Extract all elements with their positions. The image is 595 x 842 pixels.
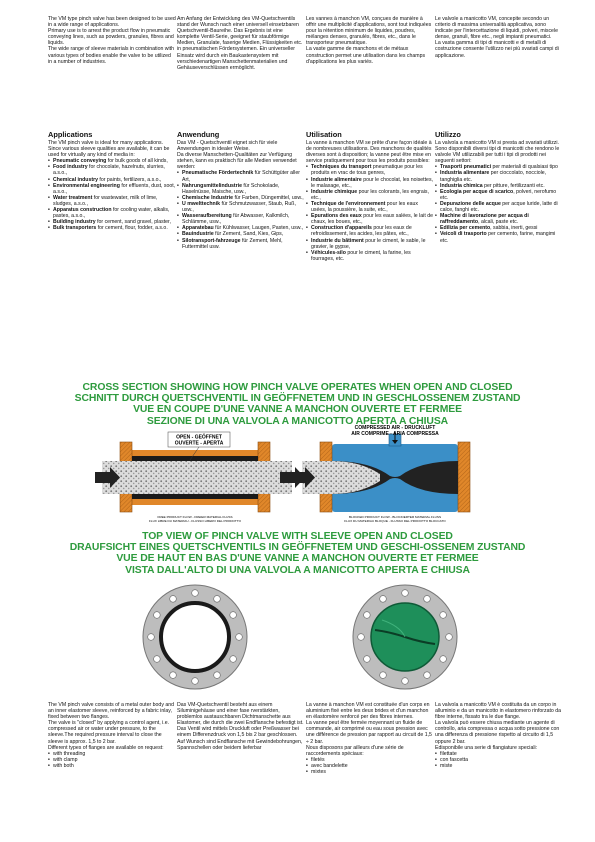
open-caption-line2: FLUX LIBRE DU MATERIAU - FLUSSO LIBERO DEL PRODOTTO bbox=[148, 519, 242, 523]
intro-fr bbox=[306, 16, 434, 65]
closed-label-line2: AIR COMPRIME - ARIA COMPRESSA bbox=[351, 431, 439, 437]
list-item: • with clamp bbox=[48, 757, 176, 763]
list-item-lead: Pneumatische Fördertechnik bbox=[182, 170, 254, 177]
list-item bbox=[306, 225, 434, 237]
applications-intro-it: La valvola a manicotto VM si presta ad svariati utilizzi. Sono disponibili diversi tipi di manicotti che rendono le valvole VM utilizzabili per tutti i tipi di prodotti nei seguenti settori: bbox=[435, 140, 560, 165]
bolt-hole bbox=[154, 612, 161, 619]
list-item bbox=[177, 201, 305, 213]
applications-intro-de: Das VM - Quetschventil eignet sich für viele Anwendungen in idealer Weise. bbox=[177, 140, 278, 153]
list-item-text: for cement, flour, fodder, a.s.o. bbox=[96, 225, 168, 232]
paragraph: Le valvole a manicotto VM, concepite secondo un criterio di massima universalità applicativa, sono indicate per l'intercettazione di liquidi, polveri, miscele dense, granuli, fibre etc., negli impianti pneumatici. bbox=[435, 16, 558, 41]
paragraph: La vaste gamme de manchons et de métaux construction permet une utilisation dans les champs d'applications les plus variés. bbox=[306, 46, 426, 65]
cross-section-figure bbox=[40, 425, 560, 525]
bolt-hole bbox=[424, 596, 431, 603]
list-item bbox=[435, 231, 563, 243]
list-item bbox=[306, 177, 434, 189]
intro-it bbox=[435, 16, 563, 59]
bolt-hole bbox=[358, 634, 365, 641]
cross-section-heading-en: CROSS SECTION SHOWING HOW PINCH VALVE OPERATES WHEN OPEN AND CLOSED bbox=[82, 382, 513, 393]
list-item bbox=[177, 170, 305, 182]
bolt-hole bbox=[230, 612, 237, 619]
list-item-text: pour les eaux de refroidissement, les acides, les pâtes, etc., bbox=[311, 225, 412, 238]
bolt-hole bbox=[364, 612, 371, 619]
list-item bbox=[435, 170, 563, 182]
construction-en bbox=[48, 702, 176, 769]
bolt-hole bbox=[230, 656, 237, 663]
list-item-lead: Building industry bbox=[53, 219, 96, 226]
bolt-hole bbox=[424, 672, 431, 679]
bolt-hole bbox=[214, 596, 221, 603]
list-item bbox=[306, 189, 434, 201]
list-item-lead: Chemische Industrie bbox=[182, 194, 234, 201]
list-item-text: für Schüttgüter aller Art, bbox=[182, 170, 300, 183]
list-item-text: für Kühlwasser, Laugen, Pasten, usw., bbox=[213, 225, 304, 232]
list-item-text: pour les eaux salées, le lait de chaux, les boues, etc., bbox=[311, 213, 433, 226]
cross-section-heading-fr: VUE EN COUPE D'UNE VANNE A MANCHON OUVERTE ET FERMEE bbox=[133, 404, 462, 416]
bolt-hole bbox=[440, 656, 447, 663]
applications-fr bbox=[306, 131, 434, 262]
list-item-text: per materiali di qualsiasi tipo bbox=[491, 164, 558, 171]
list-item-lead: U mwelttechnik bbox=[182, 200, 221, 207]
closed-valve-section bbox=[290, 425, 470, 523]
paragraph: Nous disposons par ailleurs d'une série de raccordements spéciaux: bbox=[306, 744, 404, 757]
construction-paras-it bbox=[435, 702, 563, 751]
list-item-text: for wastewater, milk of lime, sludges, a.s.o., bbox=[53, 194, 158, 207]
list-item-text: , polveri, nerofumo etc. bbox=[440, 188, 557, 201]
cross-section-heading bbox=[0, 382, 595, 427]
applications-intro-en: The VM pinch valve is ideal for many applications. Since various sleeve qualities are available, it can be used for virtually any kind of media in: bbox=[48, 140, 170, 159]
list-item-text: für Abwasser, Kalkmilch, Schlämme, usw., bbox=[182, 213, 290, 226]
list-item-text: for bulk goods of all kinds, bbox=[106, 158, 168, 165]
list-item bbox=[306, 213, 434, 225]
bolt-hole bbox=[170, 596, 177, 603]
intro-en bbox=[48, 16, 176, 65]
list-item-lead: Industria chimica bbox=[440, 182, 483, 189]
list-item-lead: Industrie alimentaire bbox=[311, 176, 362, 183]
list-item-lead: Water treatment bbox=[53, 194, 93, 201]
list-item-text: pour le ciment, la farine, les fourrages, etc. bbox=[311, 249, 411, 262]
paragraph: Das Ventil wird mittels Druckluft oder Preßwasser bei einem Differenzdruck von 1,5 bis 2 bar geschlossen. bbox=[177, 726, 299, 739]
list-item-lead: Epurations des eaux bbox=[311, 213, 362, 220]
top-view-figure bbox=[120, 580, 480, 695]
list-item bbox=[306, 250, 434, 262]
applications-title-en: Applications bbox=[48, 130, 93, 139]
list-item-text: pour les colorants, les engrais, etc., bbox=[311, 188, 429, 201]
list-item-text: for cement, sand gravel, plaster, bbox=[95, 219, 171, 226]
list-item-text: für Schmutzwasser, Staub, Ruß, usw., bbox=[182, 200, 296, 214]
bolt-hole bbox=[440, 612, 447, 619]
list-item bbox=[306, 201, 434, 213]
bolt-hole bbox=[236, 634, 243, 641]
bolt-hole bbox=[148, 634, 155, 641]
list-item-lead: Machine di lavorazione per acqua di raffreddamento bbox=[440, 213, 529, 226]
applications-title-fr: Utilisation bbox=[306, 130, 342, 139]
list-item-lead: Chemical industry bbox=[53, 176, 98, 183]
applications-title-de: Anwendung bbox=[177, 130, 220, 139]
list-item-lead: Ecologia per acque di scarico bbox=[440, 188, 514, 195]
list-item bbox=[177, 183, 305, 195]
list-item-lead: Silotransport-fahrzeuge bbox=[182, 237, 241, 244]
list-item-lead: Pneumatic conveying bbox=[53, 158, 107, 165]
bolt-hole bbox=[192, 590, 199, 597]
open-sleeve-bottom bbox=[132, 494, 258, 499]
list-item: • avec bandelette bbox=[306, 763, 434, 769]
list-item-lead: Construction d'appareils bbox=[311, 225, 372, 232]
paragraph: Das VM-Quetschventil besteht aus einem Siluminigehäuse und einer fase rverstärkten, problemlos austauschbaren Dichtmanschette aus Elastomer, die durch die zwei Endflansche befestigt ist. bbox=[177, 702, 304, 727]
closed-flange-right bbox=[458, 442, 470, 512]
list-item-lead: Industrie chimique bbox=[311, 188, 358, 195]
list-item bbox=[435, 189, 563, 201]
list-item: • mixtes bbox=[306, 769, 434, 775]
paragraph: The VM pinch valve consists of a metal outer body and an inner elastomer sleeve, reinforced by a fabric inlay, fixed between two flanges. bbox=[48, 702, 175, 721]
list-item-text: for effluents, dust, soot, a.s.o., bbox=[53, 182, 176, 195]
top-view-heading-de: DRAUFSICHT EINES QUETSCHVENTILS IN GEÖFFNETEM UND GESCHI-OSSENEM ZUSTAND bbox=[69, 542, 526, 554]
paragraph: La vasta gamma di tipi di manicotti e di metalli di costruzione consente l'utilizzo nei più svariati campi di applicazione. bbox=[435, 40, 559, 59]
construction-de bbox=[177, 702, 305, 751]
construction-fr bbox=[306, 702, 434, 775]
list-item-lead: Wasseraufbereitung bbox=[182, 213, 232, 220]
cross-section-heading-it: SEZIONE DI UNA VALVOLA A MANICOTTO APERTA A CHIUSA bbox=[146, 415, 449, 427]
applications-de bbox=[177, 131, 305, 250]
list-item-text: per cioccolato, nocciole, tanghiglia etc. bbox=[440, 170, 547, 183]
open-sleeve-top bbox=[132, 456, 258, 461]
list-item-lead: Nahrungsmittelindustrie bbox=[182, 182, 242, 189]
top-view-heading-it: VISTA DALL'ALTO DI UNA VALVOLA A MANICOTTO APERTA E CHIUSA bbox=[125, 564, 470, 576]
bolt-hole bbox=[154, 656, 161, 663]
closed-label-line1: COMPRESSED AIR - DRUCKLUFT bbox=[354, 425, 436, 431]
construction-list-en bbox=[48, 751, 176, 769]
list-item-lead: Industrie du bâtiment bbox=[311, 237, 364, 244]
paragraph: Edisponibile una serie di flangiature speciali: bbox=[435, 744, 538, 751]
paragraph: The wide range of sleeve materials in combination with various types of bodies enable the valve to be utilized in a number of industries. bbox=[48, 46, 175, 65]
list-item bbox=[177, 213, 305, 225]
paragraph: La vanne à manchon VM est constituée d'un corps en aluminium fixé entre les deux brides et d'un manchon en élastomère renforcé per des fibres internes. bbox=[306, 702, 430, 721]
applications-list-fr bbox=[306, 164, 434, 262]
paragraph: La vanne peut être fermée moyennant un fluide de commande, air comprimé ou eau sous pression avec une différence de pression par rapport au circuit de 1,5 ÷ 2 bar. bbox=[306, 720, 432, 745]
list-item-text: pour les eaux usées, la poussière, la suite, etc., bbox=[311, 200, 418, 214]
construction-paras-de bbox=[177, 702, 305, 751]
list-item: • miste bbox=[435, 763, 563, 769]
list-item bbox=[306, 238, 434, 250]
list-item-text: for chocolate, hazelnuts, slurries, a.s.o., bbox=[53, 164, 165, 177]
list-item-lead: Véhicules-silo bbox=[311, 249, 346, 256]
list-item bbox=[48, 225, 176, 231]
list-item-lead: Food industry bbox=[53, 164, 88, 171]
list-item-text: for paints, fertilizers, a.s.o., bbox=[97, 176, 162, 183]
list-item bbox=[48, 183, 176, 195]
paragraph: La valvola può essere chiusa mediante un agente di controllo, aria compressa o acqua sotto pressione con una differenza di pressione rispetto al circuito di 1,5 oppure 2 bar. bbox=[435, 720, 560, 745]
list-item-lead: Industria alimentare bbox=[440, 170, 490, 177]
list-item bbox=[48, 195, 176, 207]
list-item-text: pour le chocolat, les noisettes, le malaxage, etc., bbox=[311, 176, 433, 189]
bolt-hole bbox=[380, 596, 387, 603]
top-view-open bbox=[143, 585, 247, 689]
list-item-text: for cooling water, alkalis, pastes, a.s.o., bbox=[53, 207, 170, 220]
list-item bbox=[48, 207, 176, 219]
bolt-hole bbox=[192, 678, 199, 685]
list-item-text: für Zement, Sand, Kies, Gips, bbox=[213, 231, 284, 238]
applications-list-it bbox=[435, 164, 563, 243]
top-view-heading-en: TOP VIEW OF PINCH VALVE WITH SLEEVE OPEN AND CLOSED bbox=[142, 531, 453, 542]
top-view-heading bbox=[0, 531, 595, 576]
list-item-text: per cemento, farine, mangimi etc. bbox=[440, 231, 556, 244]
list-item: • filetés bbox=[306, 757, 434, 763]
paragraph: Primary use is to arrest the product flow in pneumatic conveying lines, such as powders, granules, fibres and liquids. bbox=[48, 28, 174, 47]
top-view-closed bbox=[353, 585, 457, 689]
list-item: • con fascetta bbox=[435, 757, 563, 763]
list-item: • with threading bbox=[48, 751, 176, 757]
bolt-hole bbox=[214, 672, 221, 679]
paragraph: The valve is "closed" by applying a control agent, i.e. compressed air or water under pressure, to the sleeve.The required pressure interval to close the sleeve is approx. 1,5 to 2 bar. bbox=[48, 720, 170, 745]
list-item: • filettate bbox=[435, 751, 563, 757]
closed-caption-line2: FLUX DU MATERIAU BLOQUE - FLUSSO DEL PRODOTTO BLOCCATO bbox=[344, 519, 446, 523]
open-valve-section bbox=[95, 432, 305, 523]
paragraph: La valvola a manicotto VM è costituita da un corpo in alluminio e da un manicotto in elastomero rinforzato da fibre interne, fissato tra le due flange. bbox=[435, 702, 562, 721]
open-label-line1: OPEN - GEÖFFNET bbox=[176, 434, 222, 441]
list-item-lead: Bauindustrie bbox=[182, 231, 214, 238]
paragraph: Am Anfang der Entwicklung des VM-Quetschventils stand der Wunsch nach einer universell einsetzbaren Quetschventil-Baureihe. Das Ergebnis ist eine komplette Ventil-Serie, geeignet für staubförmige Medien, Granulate, faserige Medien, Flüssigkeiten etc. in pneumatischen Fördersystemen. Ein universeller Einsatz wird durch ein Baukastensystem mit verschiedenartigen Manschettenmaterialien und Gehäuseverschlüssen ermöglicht. bbox=[177, 16, 303, 71]
list-item-text: , alcali, paste etc. bbox=[478, 219, 519, 226]
list-item-lead: Edilizia per cemento bbox=[440, 225, 491, 232]
list-item-lead: Environmental engineering bbox=[53, 182, 120, 189]
applications-list-en bbox=[48, 158, 176, 231]
list-item-text: per acque luride, latte di calce, fanghi etc. bbox=[440, 200, 558, 214]
open-caption-line1: FREE PRODUCT FLOW - FREIER MATERIAL FLUSS bbox=[157, 515, 233, 519]
open-label-line2: OUVERTE - APERTA bbox=[174, 440, 224, 447]
list-item-lead: Technique de l'environnement bbox=[311, 200, 386, 207]
applications-it bbox=[435, 131, 563, 244]
cross-section-heading-de: SCHNITT DURCH QUETSCHVENTIL IN GEÖFFNETEM UND IN GESCHLOSSENEM ZUSTAND bbox=[74, 393, 521, 405]
list-item bbox=[306, 164, 434, 176]
list-item-lead: Depurazione delle acque bbox=[440, 200, 501, 207]
applications-title-it: Utilizzo bbox=[435, 130, 461, 139]
list-item-text: pneumatique pour les produits en vrac de tous genres, bbox=[311, 164, 423, 177]
bolt-hole bbox=[380, 672, 387, 679]
list-item-text: für Schokolade, Haselnüsse, Maische, usw., bbox=[182, 182, 280, 195]
top-view-heading-fr: VUE DE HAUT EN BAS D'UNE VANNE A MANCHON OUVERTE ET FERMEE bbox=[116, 553, 479, 565]
list-item bbox=[435, 201, 563, 213]
bolt-hole bbox=[402, 678, 409, 685]
applications-en bbox=[48, 131, 176, 231]
bolt-hole bbox=[446, 634, 453, 641]
construction-list-fr bbox=[306, 757, 434, 775]
paragraph: The VM type pinch valve has been designed to be used in a wide range of applications. bbox=[48, 16, 176, 29]
applications-list-de bbox=[177, 170, 305, 249]
list-item-lead: Apparatebau bbox=[182, 225, 214, 232]
open-body-bottom bbox=[130, 499, 260, 505]
bolt-hole bbox=[170, 672, 177, 679]
list-item bbox=[435, 213, 563, 225]
construction-paras-fr bbox=[306, 702, 434, 757]
construction-list-it bbox=[435, 751, 563, 769]
applications-intro-fr: La vanne à manchon VM se prête d'une façon idéale à de nombreuses utilisations. Des manchons de qualités diverses sont à disposition; la vanne peut être mise en service pratiquement pour tous les produits possibles: bbox=[306, 140, 432, 165]
applications-intro2-de: Da diverse Manschetten-Qualitäten zur Verfügung stehen, kann es praktisch für alle Medien verwendet werden: bbox=[177, 152, 297, 171]
paragraph: Auf Wunsch sind Endflansche mit Gewindebohrungen, Spannschellen oder beidem lieferbar bbox=[177, 738, 303, 751]
intro-de bbox=[177, 16, 305, 71]
construction-it bbox=[435, 702, 563, 769]
closed-caption-line1: BLOCKED PRODUCT FLOW - BLOCKIERTER MATERIAL FLUSS bbox=[348, 515, 442, 519]
list-item-text: , sabbia, inerti, gessi bbox=[490, 225, 538, 232]
list-item bbox=[48, 164, 176, 176]
list-item-lead: Apparatus construction bbox=[53, 207, 112, 214]
list-item-lead: Techniques du transport bbox=[311, 164, 372, 171]
list-item-lead: Trasporti pneumatici bbox=[440, 164, 492, 171]
list-item: • with both bbox=[48, 763, 176, 769]
list-item-text: per pitture, fertilizzanti etc. bbox=[482, 182, 545, 189]
list-item-lead: Veicoli di trasporto bbox=[440, 231, 487, 238]
list-item-lead: Bulk transporters bbox=[53, 225, 97, 232]
bolt-hole bbox=[402, 590, 409, 597]
list-item bbox=[177, 238, 305, 250]
list-item-text: für Zement, Mehl, Futtermittel usw. bbox=[182, 237, 283, 250]
list-item-text: pour le ciment, le sable, le gravier, le gypse, bbox=[311, 237, 426, 250]
construction-paras-en bbox=[48, 702, 176, 751]
open-product-flow bbox=[102, 461, 292, 494]
paragraph: Different types of flanges are available on request: bbox=[48, 744, 164, 751]
paragraph: Les vannes à manchon VM, conçues de manière à offrir une multiplicité d'applications, sont tout indiquées pour la rétention minimum de liquides, poudres, mélanges denses, granulés, fibres, etc., dans le transporteur pneumatique. bbox=[306, 16, 432, 47]
bolt-hole bbox=[364, 656, 371, 663]
list-item-text: für Farben, Düngemittel, usw., bbox=[233, 194, 304, 201]
